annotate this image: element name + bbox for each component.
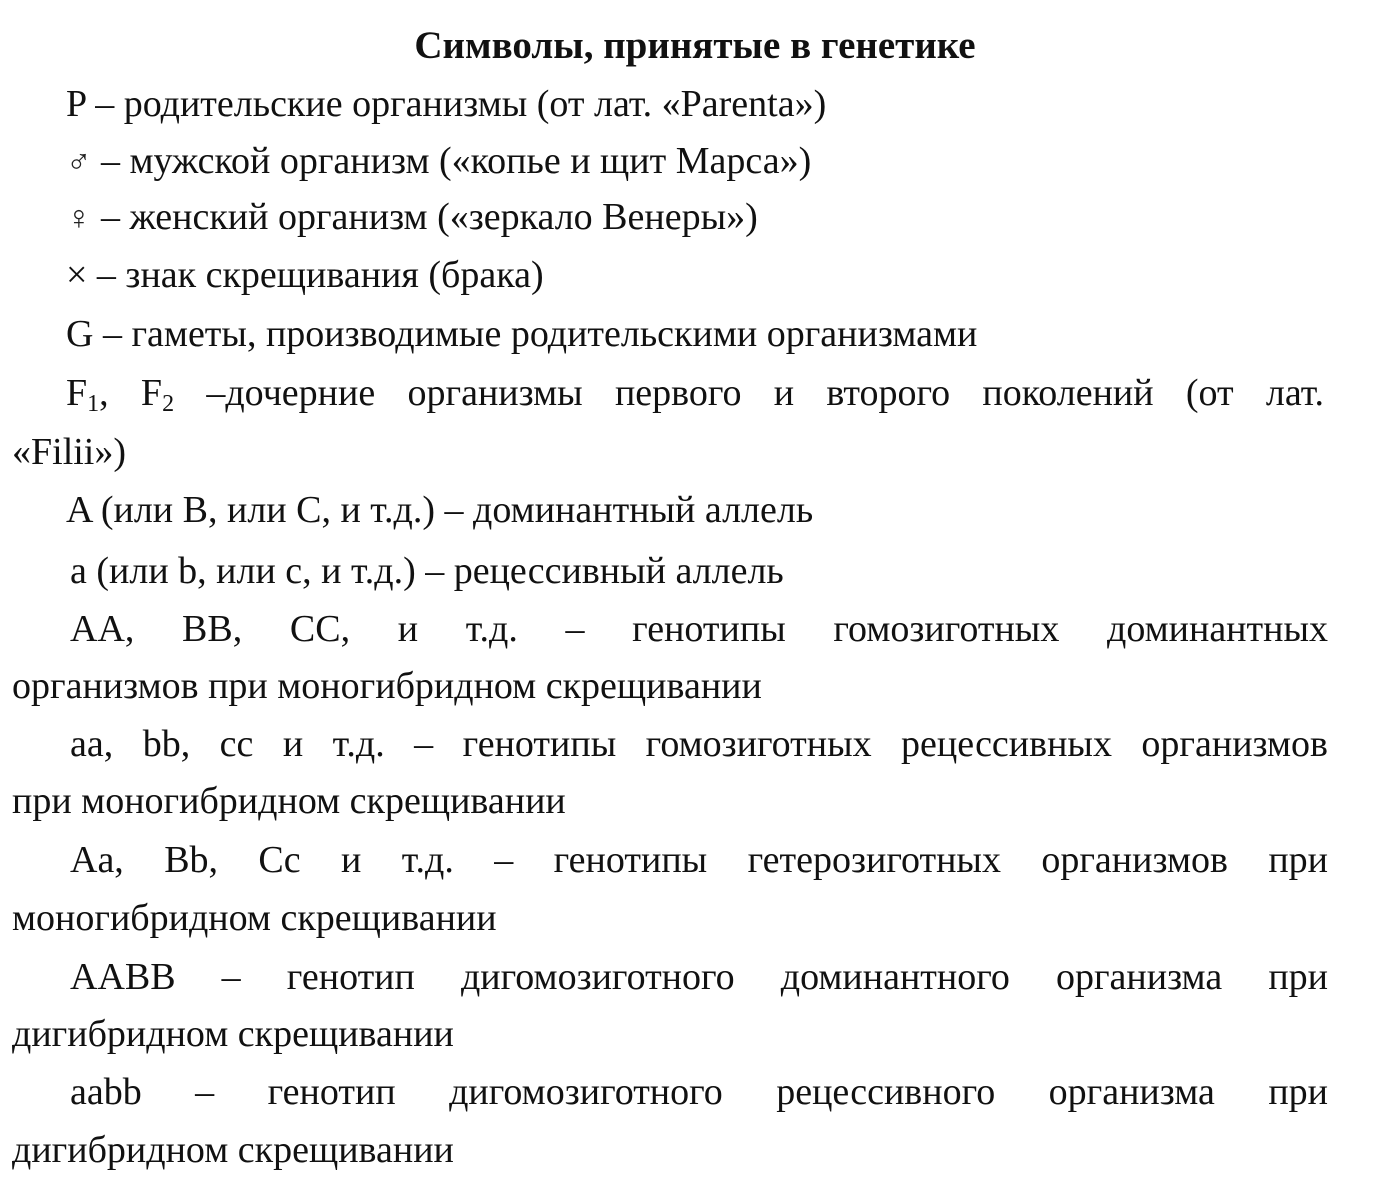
- line-filial-generations: [66, 369, 1324, 417]
- line-filial-generations-cont: «Filii»): [12, 431, 127, 473]
- line-dihomozygous-recessive: aabb – генотип дигомозиготного рецессивного организма при: [70, 1071, 1328, 1113]
- line-dihomozygous-dominant: AABB – генотип дигомозиготного доминантного организма при: [70, 956, 1328, 998]
- line-parent-organisms: P – родительские организмы (от лат. «Parenta»): [66, 83, 827, 125]
- male-symbol-icon: ♂: [66, 142, 92, 182]
- line-dihomozygous-recessive-cont: дигибридном скрещивании: [12, 1129, 454, 1171]
- line-dominant-allele: A (или B, или C, и т.д.) – доминантный аллель: [66, 489, 814, 531]
- line-homozygous-recessive: aa, bb, cc и т.д. – генотипы гомозиготных рецессивных организмов: [70, 723, 1328, 765]
- female-symbol-icon: ♀: [66, 198, 92, 238]
- line-cross-sign: × – знак скрещивания (брака): [66, 254, 544, 296]
- line-homozygous-dominant-cont: организмов при моногибридном скрещивании: [12, 665, 762, 707]
- line-recessive-allele: a (или b, или c, и т.д.) – рецессивный аллель: [70, 550, 784, 592]
- line-gametes: G – гаметы, производимые родительскими организмами: [66, 313, 978, 355]
- line-female-organism: [66, 193, 758, 242]
- filial-generations-text: –дочерние организмы первого и второго поколений (от лат.: [206, 372, 1325, 414]
- f1-symbol: $F_1$,: [66, 372, 109, 417]
- line-homozygous-dominant: AA, BB, CC, и т.д. – генотипы гомозиготных доминантных: [70, 608, 1328, 650]
- line-heterozygous: Aa, Bb, Cc и т.д. – генотипы гетерозиготных организмов при: [70, 839, 1328, 881]
- line-dihomozygous-dominant-cont: дигибридном скрещивании: [12, 1013, 454, 1055]
- page-title: Символы, принятые в генетике: [414, 24, 976, 67]
- f2-symbol: $F_2$: [140, 372, 175, 417]
- line-heterozygous-cont: моногибридном скрещивании: [12, 897, 497, 939]
- line-male-organism: [66, 137, 811, 186]
- female-organism-text: – женский организм («зеркало Венеры»): [101, 196, 758, 238]
- line-homozygous-recessive-cont: при моногибридном скрещивании: [12, 780, 566, 822]
- male-organism-text: – мужской организм («копье и щит Марса»): [101, 140, 812, 182]
